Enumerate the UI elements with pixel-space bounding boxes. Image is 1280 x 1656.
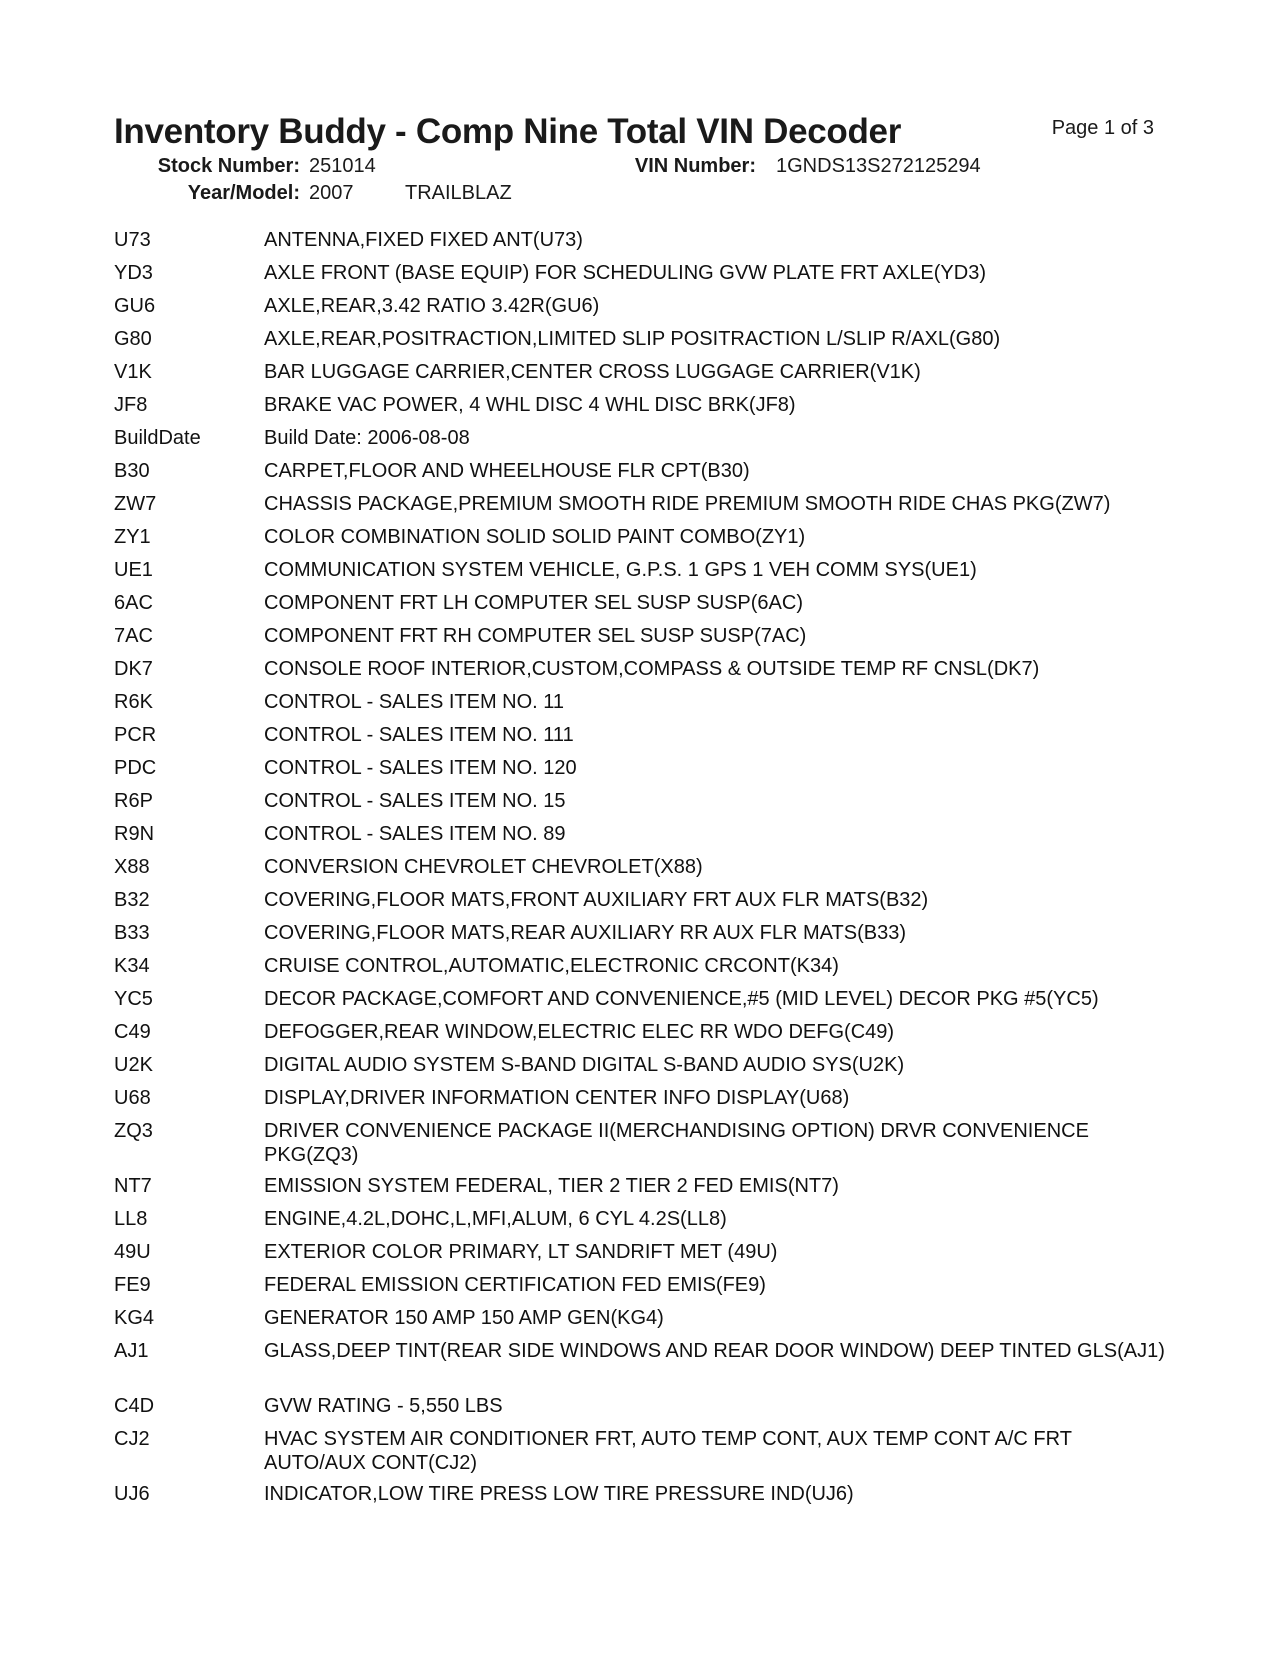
vin-number-label: VIN Number:: [634, 155, 756, 177]
option-code: V1K: [114, 361, 152, 383]
option-code: K34: [114, 955, 150, 977]
option-description: CARPET,FLOOR AND WHEELHOUSE FLR CPT(B30): [264, 460, 750, 482]
option-row: [114, 1207, 1174, 1240]
option-code-list: [114, 228, 1174, 1515]
option-row: [114, 723, 1174, 756]
option-code: B32: [114, 889, 150, 911]
option-code: 7AC: [114, 625, 153, 647]
option-code: BuildDate: [114, 427, 201, 449]
option-code: C49: [114, 1021, 151, 1043]
option-code: R6P: [114, 790, 153, 812]
option-description: CONTROL - SALES ITEM NO. 120: [264, 757, 577, 779]
page-number: Page 1 of 3: [1051, 117, 1154, 139]
option-row: [114, 822, 1174, 855]
option-row: [114, 690, 1174, 723]
option-row: [114, 591, 1174, 624]
option-row: [114, 855, 1174, 888]
option-code: CJ2: [114, 1428, 150, 1450]
option-row: [114, 1339, 1174, 1394]
option-row: [114, 987, 1174, 1020]
option-code: X88: [114, 856, 150, 878]
option-code: U68: [114, 1087, 151, 1109]
option-row: [114, 789, 1174, 822]
option-code: U2K: [114, 1054, 153, 1076]
option-row: [114, 426, 1174, 459]
option-code: YC5: [114, 988, 153, 1010]
option-row: [114, 624, 1174, 657]
option-row: [114, 888, 1174, 921]
option-description: GLASS,DEEP TINT(REAR SIDE WINDOWS AND REAR DOOR WINDOW) DEEP TINTED GLS(AJ1): [264, 1340, 1165, 1362]
option-row: [114, 393, 1174, 426]
year-value: 2007: [309, 182, 354, 204]
option-description: GENERATOR 150 AMP 150 AMP GEN(KG4): [264, 1307, 664, 1329]
option-code: PDC: [114, 757, 157, 779]
option-description: AXLE FRONT (BASE EQUIP) FOR SCHEDULING GVW PLATE FRT AXLE(YD3): [264, 262, 987, 284]
option-description: DIGITAL AUDIO SYSTEM S-BAND DIGITAL S-BAND AUDIO SYS(U2K): [264, 1054, 905, 1076]
option-code: UJ6: [114, 1483, 150, 1505]
option-row: [114, 360, 1174, 393]
option-code: PCR: [114, 724, 157, 746]
option-row: [114, 756, 1174, 789]
option-row: [114, 261, 1174, 294]
option-row: [114, 1394, 1174, 1427]
option-row: [114, 525, 1174, 558]
option-description: AXLE,REAR,3.42 RATIO 3.42R(GU6): [264, 295, 600, 317]
option-description: COMPONENT FRT RH COMPUTER SEL SUSP SUSP(7AC): [264, 625, 807, 647]
option-description: CHASSIS PACKAGE,PREMIUM SMOOTH RIDE PREMIUM SMOOTH RIDE CHAS PKG(ZW7): [264, 493, 1111, 515]
option-row: [114, 1273, 1174, 1306]
option-description: CONVERSION CHEVROLET CHEVROLET(X88): [264, 856, 703, 878]
option-row: [114, 492, 1174, 525]
option-code: ZW7: [114, 493, 157, 515]
option-code: DK7: [114, 658, 153, 680]
option-code: B33: [114, 922, 150, 944]
option-description: CONSOLE ROOF INTERIOR,CUSTOM,COMPASS & OUTSIDE TEMP RF CNSL(DK7): [264, 658, 1040, 680]
option-description: Build Date: 2006-08-08: [264, 427, 470, 449]
option-code: R9N: [114, 823, 155, 845]
option-description: FEDERAL EMISSION CERTIFICATION FED EMIS(FE9): [264, 1274, 766, 1296]
option-row: [114, 1119, 1174, 1174]
option-code: UE1: [114, 559, 153, 581]
option-row: [114, 459, 1174, 492]
option-description: ANTENNA,FIXED FIXED ANT(U73): [264, 229, 583, 251]
option-code: G80: [114, 328, 152, 350]
option-description: COLOR COMBINATION SOLID SOLID PAINT COMBO(ZY1): [264, 526, 806, 548]
option-code: YD3: [114, 262, 153, 284]
option-code: ZY1: [114, 526, 151, 548]
option-description: ENGINE,4.2L,DOHC,L,MFI,ALUM, 6 CYL 4.2S(LL8): [264, 1208, 727, 1230]
option-description: CONTROL - SALES ITEM NO. 15: [264, 790, 566, 812]
option-description: EMISSION SYSTEM FEDERAL, TIER 2 TIER 2 FED EMIS(NT7): [264, 1175, 839, 1197]
option-row: [114, 558, 1174, 591]
option-code: LL8: [114, 1208, 148, 1230]
option-row: [114, 228, 1174, 261]
vin-number-value: 1GNDS13S272125294: [776, 155, 981, 177]
option-row: [114, 921, 1174, 954]
option-row: [114, 294, 1174, 327]
model-value: TRAILBLAZ: [405, 182, 512, 204]
stock-number-value: 251014: [309, 155, 376, 177]
option-code: FE9: [114, 1274, 151, 1296]
option-description: BRAKE VAC POWER, 4 WHL DISC 4 WHL DISC BRK(JF8): [264, 394, 796, 416]
option-code: JF8: [114, 394, 148, 416]
option-description: DECOR PACKAGE,COMFORT AND CONVENIENCE,#5 (MID LEVEL) DECOR PKG #5(YC5): [264, 988, 1099, 1010]
option-row: [114, 1240, 1174, 1273]
option-description: BAR LUGGAGE CARRIER,CENTER CROSS LUGGAGE CARRIER(V1K): [264, 361, 921, 383]
option-description: CONTROL - SALES ITEM NO. 11: [264, 691, 565, 713]
option-description: EXTERIOR COLOR PRIMARY, LT SANDRIFT MET (49U): [264, 1241, 778, 1263]
option-code: 6AC: [114, 592, 153, 614]
option-description: COMPONENT FRT LH COMPUTER SEL SUSP SUSP(6AC): [264, 592, 803, 614]
option-code: GU6: [114, 295, 156, 317]
option-description: CONTROL - SALES ITEM NO. 89: [264, 823, 566, 845]
option-description: INDICATOR,LOW TIRE PRESS LOW TIRE PRESSURE IND(UJ6): [264, 1483, 854, 1505]
option-code: 49U: [114, 1241, 151, 1263]
option-code: B30: [114, 460, 150, 482]
option-row: [114, 1306, 1174, 1339]
option-code: AJ1: [114, 1340, 149, 1362]
option-row: [114, 327, 1174, 360]
option-description: AXLE,REAR,POSITRACTION,LIMITED SLIP POSITRACTION L/SLIP R/AXL(G80): [264, 328, 1001, 350]
option-code: U73: [114, 229, 151, 251]
option-description: COMMUNICATION SYSTEM VEHICLE, G.P.S. 1 GPS 1 VEH COMM SYS(UE1): [264, 559, 977, 581]
option-description: DRIVER CONVENIENCE PACKAGE II(MERCHANDISING OPTION) DRVR CONVENIENCE PKG(ZQ3): [264, 1120, 1089, 1166]
option-description: COVERING,FLOOR MATS,REAR AUXILIARY RR AUX FLR MATS(B33): [264, 922, 906, 944]
option-row: [114, 1174, 1174, 1207]
option-row: [114, 954, 1174, 987]
option-description: DEFOGGER,REAR WINDOW,ELECTRIC ELEC RR WDO DEFG(C49): [264, 1021, 895, 1043]
option-row: [114, 1053, 1174, 1086]
option-row: [114, 1427, 1174, 1482]
year-model-label: Year/Model:: [187, 182, 300, 204]
option-description: CONTROL - SALES ITEM NO. 111: [264, 724, 574, 746]
option-description: COVERING,FLOOR MATS,FRONT AUXILIARY FRT AUX FLR MATS(B32): [264, 889, 929, 911]
option-row: [114, 1020, 1174, 1053]
option-row: [114, 1086, 1174, 1119]
option-code: R6K: [114, 691, 153, 713]
document-title: Inventory Buddy - Comp Nine Total VIN Decoder: [114, 112, 902, 151]
option-description: GVW RATING - 5,550 LBS: [264, 1395, 503, 1417]
option-description: DISPLAY,DRIVER INFORMATION CENTER INFO DISPLAY(U68): [264, 1087, 850, 1109]
stock-number-label: Stock Number:: [157, 155, 300, 177]
option-row: [114, 1482, 1174, 1515]
option-code: NT7: [114, 1175, 152, 1197]
option-description: CRUISE CONTROL,AUTOMATIC,ELECTRONIC CRCONT(K34): [264, 955, 839, 977]
option-code: KG4: [114, 1307, 155, 1329]
option-row: [114, 657, 1174, 690]
option-description: HVAC SYSTEM AIR CONDITIONER FRT, AUTO TEMP CONT, AUX TEMP CONT A/C FRT AUTO/AUX CONT(CJ2): [264, 1428, 1072, 1474]
option-code: ZQ3: [114, 1120, 153, 1142]
option-code: C4D: [114, 1395, 155, 1417]
